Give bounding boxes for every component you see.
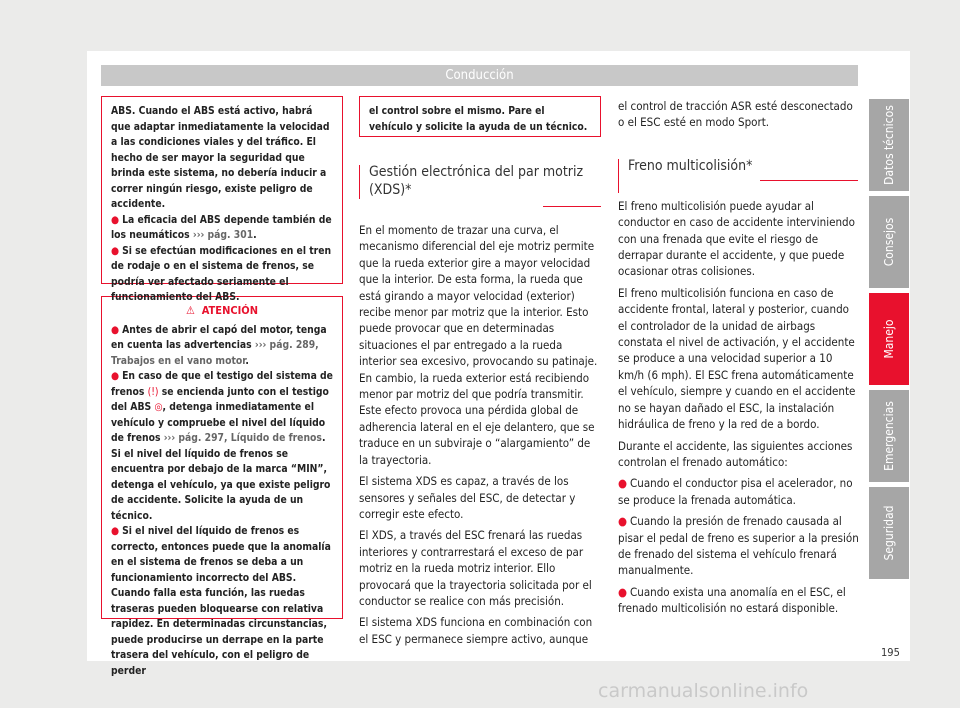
tab-label: Emergencias bbox=[882, 401, 896, 471]
section-title-xds: Gestión electrónica del par motriz (XDS)* bbox=[359, 163, 601, 199]
tab-manejo[interactable] bbox=[869, 293, 909, 385]
warning-continued-text: el control sobre el mismo. Pare el vehículo y solicite la ayuda de un técnico. bbox=[369, 105, 588, 133]
paragraph: El freno multicolisión funciona en caso de accidente frontal, lateral y posterior, cuando el controlador de la unidad de airbags constata el nivel de activación, y el accidente se produce a una velocidad superior a 10 km/h (6 mph). El ESC frena automáticamente el vehículo, siempre y cuando en el accidente no se hayan dañado el ESC, la instalación hidráulica de freno y la red de a bordo. bbox=[618, 285, 856, 432]
section-divider bbox=[543, 206, 601, 207]
tab-label: Manejo bbox=[882, 319, 896, 359]
bullet-icon: ● bbox=[618, 476, 628, 491]
column-3 bbox=[618, 98, 860, 622]
list-item bbox=[111, 524, 333, 679]
list-item-text: Antes de abrir el capó del motor, tenga en cuenta las advertencias bbox=[111, 323, 327, 351]
list-item-text: En caso de que el testigo del sistema de frenos bbox=[111, 370, 333, 398]
list-item-text: Cuando el conductor pisa el acelerador, no se produce la frenada automática. bbox=[618, 476, 853, 507]
paragraph: El sistema XDS funciona en combinación con el ESC y permanece siempre activo, aunque bbox=[359, 615, 593, 646]
tab-label: Datos técnicos bbox=[882, 105, 896, 185]
paragraph: el control de tracción ASR esté desconectado o el ESC esté en modo Sport. bbox=[618, 99, 853, 130]
page-reference-link[interactable]: ››› pág. 297, Líquido de frenos bbox=[163, 432, 322, 444]
list-item: ● Antes de abrir el capó del motor, tenga en cuenta las advertencias ››› pág. 289, Trabajos en el vano motor. bbox=[111, 323, 327, 367]
list-item bbox=[618, 475, 860, 508]
tab-seguridad[interactable] bbox=[869, 487, 909, 579]
page-reference-link[interactable]: ››› pág. 289, Trabajos en el vano motor bbox=[111, 339, 319, 367]
brake-warning-icon: (!) bbox=[147, 385, 159, 398]
warning-title: ATENCIÓN bbox=[201, 304, 258, 317]
warning-box-continued bbox=[359, 96, 601, 137]
list-item-text: se encienda junto con el testigo del ABS bbox=[111, 385, 329, 413]
paragraph: El sistema XDS es capaz, a través de los sensores y señales del ESC, de detectar y corregir este efecto. bbox=[359, 474, 576, 521]
list-item-text: Si el nivel del líquido de frenos es correcto, entonces puede que la anomalía en el sistema de frenos se deba a un funcionamiento incorrecto del ABS. Cuando falla esta función, las ruedas traseras pueden bloquearse con relativa rapidez. En determinadas circunstancias, puede producirse un derrape en la parte trasera del vehículo, con el peligro de perder bbox=[111, 525, 331, 677]
list-item-text: , detenga inmediatamente el vehículo y compruebe el nivel del líquido de frenos bbox=[111, 401, 326, 444]
list-item bbox=[618, 584, 860, 617]
page-number: 195 bbox=[881, 646, 900, 659]
tab-emergencias[interactable] bbox=[869, 390, 909, 482]
bullet-icon: ● bbox=[618, 514, 628, 529]
abs-notice-box bbox=[101, 96, 343, 303]
list-item-text: Cuando exista una anomalía en el ESC, el frenado multicolisión no estará disponible. bbox=[618, 584, 846, 616]
tab-label: Seguridad bbox=[882, 505, 896, 561]
page-reference-link[interactable]: ››› pág. 301 bbox=[192, 229, 254, 241]
list-item: ● La eficacia del ABS depende también de los neumáticos ››› pág. 301. bbox=[111, 213, 332, 241]
watermark: carmanualsonline.info bbox=[598, 680, 809, 702]
warning-triangle-icon: ⚠ bbox=[185, 304, 195, 317]
list-item bbox=[618, 513, 860, 579]
paragraph: En el momento de trazar una curva, el mecanismo diferencial del eje motriz permite que la rueda exterior gire a mayor velocidad que la interior. De esta forma, la rueda que está girando a mayor velocidad (exterior) recibe menor par motriz que la interior. Esto puede provocar que en determinadas situaciones el par entregado a la rueda interior sea excesivo, provocando su patinaje. En cambio, la rueda exterior está recibiendo menor par motriz del que podría transmitir. Este efecto provoca una pérdida global de adherencia lateral en el eje delantero, que se traduce en un subviraje o “alargamiento” de la trayectoria. bbox=[359, 223, 598, 467]
abs-notice-text: ABS. Cuando el ABS está activo, habrá que adaptar inmediatamente la velocidad a las condiciones viales y del tráfico. El hecho de ser mayor la seguridad que brinda este sistema, no debería inducir a correr ningún riesgo, existe peligro de accidente. bbox=[111, 105, 330, 210]
paragraph: Durante el accidente, las siguientes acciones controlan el frenado automático: bbox=[618, 438, 853, 469]
section-title-freno-multicolision: Freno multicolisión* bbox=[618, 157, 860, 175]
list-item-text: La eficacia del ABS depende también de los neumáticos bbox=[111, 213, 332, 241]
bullet-icon: ● bbox=[618, 584, 628, 599]
bullet-icon: ● bbox=[111, 525, 120, 537]
section-divider bbox=[760, 180, 858, 181]
bullet-icon: ● bbox=[111, 370, 120, 382]
list-item-text: . Si el nivel del líquido de frenos se encuentra por debajo de la marca “MIN”, detenga el vehículo, ya que existe peligro de accidente. Solicite la ayuda de un técnico. bbox=[111, 432, 331, 522]
bullet-icon: ● bbox=[111, 244, 120, 257]
paragraph: El freno multicolisión puede ayudar al conductor en caso de accidente interviniendo con una frenada que evite el riesgo de derrapar durante el accidente, y que puede ocasionar otras colisiones. bbox=[618, 198, 855, 279]
list-item bbox=[111, 369, 333, 524]
page-header: Conducción bbox=[101, 65, 858, 86]
column-2 bbox=[359, 96, 601, 652]
list-item-text: Cuando la presión de frenado causada al pisar el pedal de freno es superior a la presión de frenado del sistema el vehículo frenará manualmente. bbox=[618, 514, 859, 578]
column-1 bbox=[101, 96, 343, 677]
bullet-icon: ● bbox=[111, 323, 120, 336]
tab-label: Consejos bbox=[882, 217, 896, 267]
paragraph: El XDS, a través del ESC frenará las ruedas interiores y contrarrestará el exceso de par motriz en la rueda motriz interior. Ello provocará que la trayectoria solicitada por el conductor se realice con más precisión. bbox=[359, 528, 592, 608]
bullet-icon: ● bbox=[111, 213, 120, 226]
abs-warning-icon: ◎ bbox=[154, 401, 163, 413]
list-item-text: Si se efectúan modificaciones en el tren de rodaje o en el sistema de frenos, se podría ver afectado seriamente el funcionamiento del ABS. bbox=[111, 244, 332, 303]
warning-box bbox=[101, 296, 343, 677]
tab-datos-tecnicos[interactable] bbox=[869, 99, 909, 191]
tab-consejos[interactable] bbox=[869, 196, 909, 288]
